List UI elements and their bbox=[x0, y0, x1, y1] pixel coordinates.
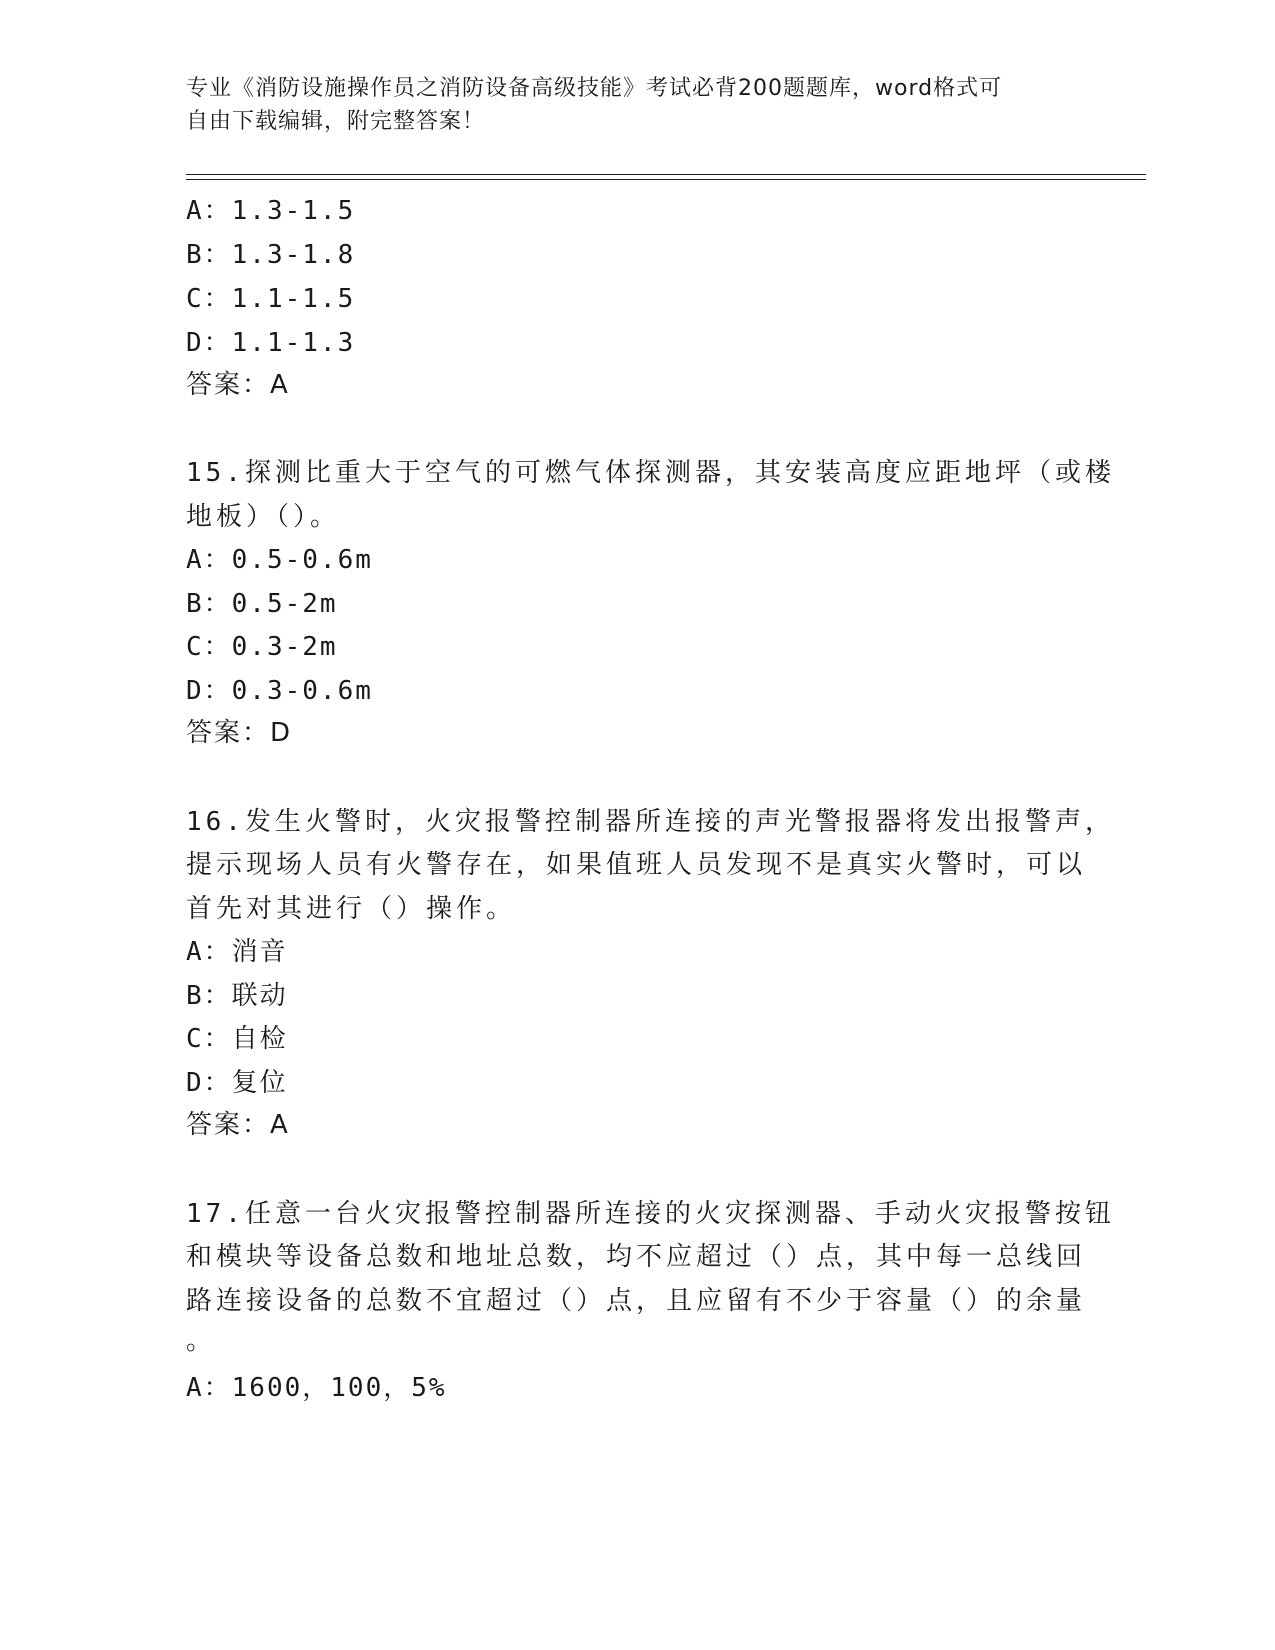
q17-text-line-4: 。 bbox=[186, 1326, 215, 1356]
q14-option-b: B：1.3-1.8 bbox=[186, 240, 356, 270]
q17-text-line-2: 和模块等设备总数和地址总数，均不应超过（）点，其中每一总线回 bbox=[186, 1242, 1087, 1272]
q17-text-line-3: 路连接设备的总数不宜超过（）点，且应留有不少于容量（）的余量 bbox=[186, 1286, 1087, 1316]
q14-option-c: C：1.1-1.5 bbox=[186, 284, 356, 314]
q15-option-d: D：0.3-0.6m bbox=[186, 676, 373, 706]
q16-option-a: A：消音 bbox=[186, 937, 288, 967]
q16-text-line-2: 提示现场人员有火警存在，如果值班人员发现不是真实火警时，可以 bbox=[186, 850, 1087, 880]
q15-text-line-1: 15.探测比重大于空气的可燃气体探测器，其安装高度应距地坪（或楼 bbox=[186, 458, 1115, 488]
q15-option-a: A：0.5-0.6m bbox=[186, 545, 373, 575]
q16-text-line-3: 首先对其进行（）操作。 bbox=[186, 894, 517, 924]
q15-answer: 答案：D bbox=[186, 718, 293, 748]
q16-text-line-1: 16.发生火警时，火灾报警控制器所连接的声光警报器将发出报警声， bbox=[186, 807, 1115, 837]
document-header bbox=[186, 72, 1066, 138]
q16-option-c: C：自检 bbox=[186, 1024, 288, 1054]
header-divider-bottom bbox=[186, 179, 1146, 180]
q15-option-c: C：0.3-2m bbox=[186, 632, 338, 662]
q14-answer: 答案：A bbox=[186, 370, 290, 400]
header-divider-top bbox=[186, 174, 1146, 175]
q15-text-line-2: 地板）（）。 bbox=[186, 502, 341, 532]
header-line-2: 自由下载编辑，附完整答案！ bbox=[186, 109, 486, 134]
q14-option-d: D：1.1-1.3 bbox=[186, 328, 356, 358]
q16-answer: 答案：A bbox=[186, 1110, 290, 1140]
header-line-1: 专业《消防设施操作员之消防设备高级技能》考试必背200题题库，word格式可 bbox=[186, 76, 1003, 101]
q15-option-b: B：0.5-2m bbox=[186, 589, 338, 619]
q16-option-d: D：复位 bbox=[186, 1068, 288, 1098]
q17-option-a: A：1600，100，5% bbox=[186, 1373, 447, 1403]
q14-option-a: A：1.3-1.5 bbox=[186, 196, 356, 226]
q16-option-b: B：联动 bbox=[186, 981, 288, 1011]
q17-text-line-1: 17.任意一台火灾报警控制器所连接的火灾探测器、手动火灾报警按钮 bbox=[186, 1199, 1115, 1229]
